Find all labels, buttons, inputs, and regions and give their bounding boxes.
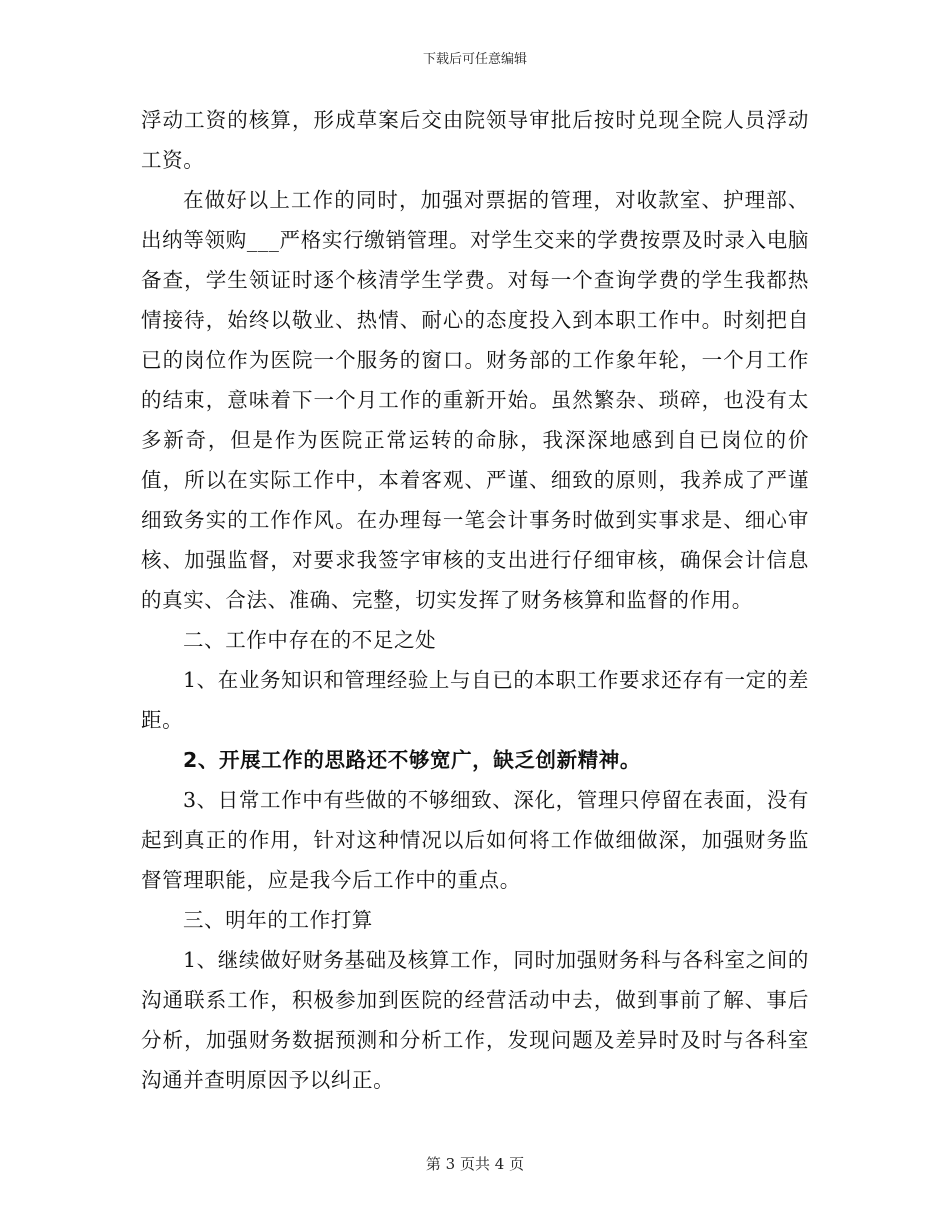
page-footer: 第 3 页共 4 页 bbox=[425, 1155, 525, 1173]
shortcoming-item-3: 3、日常工作中有些做的不够细致、深化，管理只停留在表面，没有起到真正的作用，针对这种情况以后如何将工作做细做深，加强财务监督管理职能，应是我今后工作中的重点。 bbox=[141, 788, 809, 892]
paragraph-continuation: 浮动工资的核算，形成草案后交由院领导审批后按时兑现全院人员浮动工资。 bbox=[141, 108, 809, 172]
paragraph-ticket-management: 在做好以上工作的同时，加强对票据的管理，对收款室、护理部、出纳等领购___严格实行缴销管理。对学生交来的学费按票及时录入电脑备查，学生领证时逐个核清学生学费。对每一个查询学费的学生我都热情接待，始终以敬业、热情、耐心的态度投入到本职工作中。时刻把自已的岗位作为医院一个服务的窗口。财务部的工作象年轮，一个月工作的结束，意味着下一个月工作的重新开始。虽然繁杂、琐碎，也没有太多新奇，但是作为医院正常运转的命脉，我深深地感到自已岗位的价值，所以在实际工作中，本着客观、严谨、细致的原则，我养成了严谨细致务实的工作作风。在办理每一笔会计事务时做到实事求是、细心审核、加强监督，对要求我签字审核的支出进行仔细审核，确保会计信息的真实、合法、准确、完整，切实发挥了财务核算和监督的作用。 bbox=[141, 188, 809, 612]
shortcoming-item-1: 1、在业务知识和管理经验上与自已的本职工作要求还存有一定的差距。 bbox=[141, 668, 809, 732]
shortcoming-item-2: 2、开展工作的思路还不够宽广，缺乏创新精神。 bbox=[183, 748, 641, 772]
document-body bbox=[141, 100, 809, 1100]
plan-item-1: 1、继续做好财务基础及核算工作，同时加强财务科与各科室之间的沟通联系工作，积极参加到医院的经营活动中去，做到事前了解、事后分析，加强财务数据预测和分析工作，发现问题及差异时及时与各科室沟通并查明原因予以纠正。 bbox=[141, 948, 809, 1092]
section-heading-next-year-plan: 三、明年的工作打算 bbox=[183, 908, 373, 932]
section-heading-shortcomings: 二、工作中存在的不足之处 bbox=[183, 628, 437, 652]
page-header: 下载后可任意编辑 bbox=[422, 52, 527, 67]
